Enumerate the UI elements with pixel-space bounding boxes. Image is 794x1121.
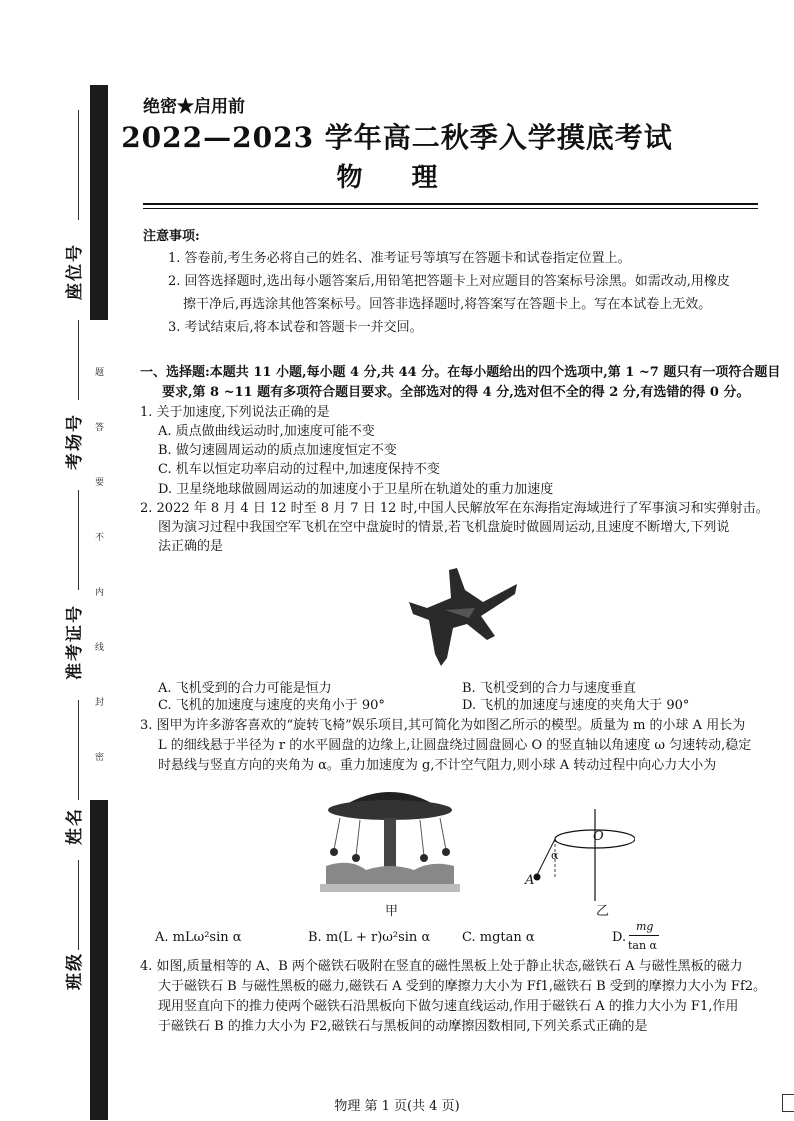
q3-option-d-denominator: tan α (628, 939, 657, 952)
notes-heading: 注意事项: (143, 229, 200, 244)
q3-option-a: A. mLω²sin α (155, 930, 242, 945)
q2-stem-cont: 法正确的是 (158, 539, 224, 554)
seal-char: 答 (95, 423, 105, 433)
q2-option-a: A. 飞机受到的合力可能是恒力 (158, 681, 332, 696)
seal-char: 密 (95, 753, 105, 763)
seal-char: 要 (95, 478, 105, 488)
diagram-label-o: O (593, 829, 604, 844)
q1-option-d: D. 卫星绕地球做圆周运动的加速度小于卫星所在轨道处的重力加速度 (158, 482, 554, 497)
seal-char: 内 (95, 588, 105, 598)
room-label: 考场号 (65, 413, 85, 470)
q3-option-b: B. m(L + r)ω²sin α (308, 930, 431, 945)
fighter-jet-figure (405, 562, 525, 672)
seal-char: 封 (95, 698, 105, 708)
q4-stem-cont: 于磁铁石 B 的推力大小为 F2,磁铁石与黑板间的动摩擦因数相同,下列关系式正确的是 (158, 1019, 648, 1034)
header-rule-thin (143, 208, 758, 209)
header-rule (143, 203, 758, 205)
q2-option-b: B. 飞机受到的合力与速度垂直 (462, 681, 636, 696)
q3-option-d-label: D. (612, 930, 627, 945)
q3-option-d-numerator: mg (636, 920, 654, 933)
q3-stem-cont: L 的细线悬于半径为 r 的水平圆盘的边缘上,让圆盘绕过圆盘圆心 O 的竖直轴以角速度 ω 匀速转动,稳定 (158, 738, 752, 753)
page-footer: 物理 第 1 页(共 4 页) (334, 1099, 460, 1114)
confidential-mark: 绝密★启用前 (143, 97, 245, 117)
seal-char: 不 (95, 533, 105, 543)
swing-model-diagram (515, 805, 635, 905)
page-edge-mark (782, 1094, 794, 1112)
q1-option-b: B. 做匀速圆周运动的质点加速度恒定不变 (158, 443, 397, 458)
subject-title: 物 理 (336, 163, 458, 193)
fraction-bar (629, 935, 659, 936)
ticket-line (78, 490, 79, 590)
note-item: 擦干净后,再选涂其他答案标号。回答非选择题时,将答案写在答题卡上。写在本试卷上无效。 (183, 297, 712, 312)
q4-stem: 4. 如图,质量相等的 A、B 两个磁铁石吸附在竖直的磁性黑板上处于静止状态,磁铁石 A 与磁性黑板的磁力 (140, 959, 743, 974)
swing-ride-photo (320, 780, 460, 895)
class-line (78, 860, 79, 950)
class-label: 班级 (65, 952, 85, 990)
name-label: 姓名 (65, 807, 85, 845)
q1-stem: 1. 关于加速度,下列说法正确的是 (140, 405, 330, 420)
note-item: 1. 答卷前,考生务必将自己的姓名、准考证号等填写在答题卡和试卷指定位置上。 (168, 251, 631, 266)
name-line (78, 700, 79, 800)
ticket-label: 准考证号 (65, 604, 85, 680)
room-line (78, 320, 79, 400)
q3-option-c: C. mgtan α (462, 930, 535, 945)
q3-stem: 3. 图甲为许多游客喜欢的“旋转飞椅”娱乐项目,其可简化为如图乙所示的模型。质量为 m 的小球 A 用长为 (140, 718, 746, 733)
note-item: 3. 考试结束后,将本试卷和答题卡一并交回。 (168, 320, 423, 335)
q4-stem-cont: 大于磁铁石 B 与磁性黑板的磁力,磁铁石 A 受到的摩擦力大小为 Ff1,磁铁石 B 受到的摩擦力大小为 Ff2。 (158, 979, 767, 994)
q2-stem: 2. 2022 年 8 月 4 日 12 时至 8 月 7 日 12 时,中国人民解放军在东海指定海域进行了军事演习和实弹射击。 (140, 501, 769, 516)
section-heading: 一、选择题:本题共 11 小题,每小题 4 分,共 44 分。在每小题给出的四个选项中,第 1 ~7 题只有一项符合题目 (140, 365, 781, 380)
section-heading-cont: 要求,第 8 ~11 题有多项符合题目要求。全部选对的得 4 分,选对但不全的得 2 分,有选错的得 0 分。 (162, 385, 750, 400)
figure-label-yi: 乙 (596, 904, 610, 919)
diagram-label-alpha: α (551, 849, 559, 862)
exam-title: 2022—2023 学年高二秋季入学摸底考试 (121, 121, 673, 154)
q2-option-d: D. 飞机的加速度与速度的夹角大于 90° (462, 698, 690, 713)
margin-black-bar-bottom (90, 800, 108, 1120)
q4-stem-cont: 现用竖直向下的推力使两个磁铁石沿黑板向下做匀速直线运动,作用于磁铁石 A 的推力大小为 F1,作用 (158, 999, 739, 1014)
seal-char: 题 (95, 368, 105, 378)
figure-label-jia: 甲 (385, 904, 399, 919)
seal-char: 线 (95, 643, 105, 653)
diagram-label-a: A (525, 873, 535, 888)
seat-label: 座位号 (65, 243, 85, 300)
q2-option-c: C. 飞机的加速度与速度的夹角小于 90° (158, 698, 385, 713)
q2-stem-cont: 图为演习过程中我国空军飞机在空中盘旋时的情景,若飞机盘旋时做圆周运动,且速度不断增大,下列说 (158, 520, 730, 535)
q1-option-c: C. 机车以恒定功率启动的过程中,加速度保持不变 (158, 462, 440, 477)
q1-option-a: A. 质点做曲线运动时,加速度可能不变 (158, 424, 375, 439)
q3-stem-cont: 时悬线与竖直方向的夹角为 α。重力加速度为 g,不计空气阻力,则小球 A 转动过程中向心力大小为 (158, 758, 717, 773)
note-item: 2. 回答选择题时,选出每小题答案后,用铅笔把答题卡上对应题目的答案标号涂黑。如需改动,用橡皮 (168, 274, 730, 289)
